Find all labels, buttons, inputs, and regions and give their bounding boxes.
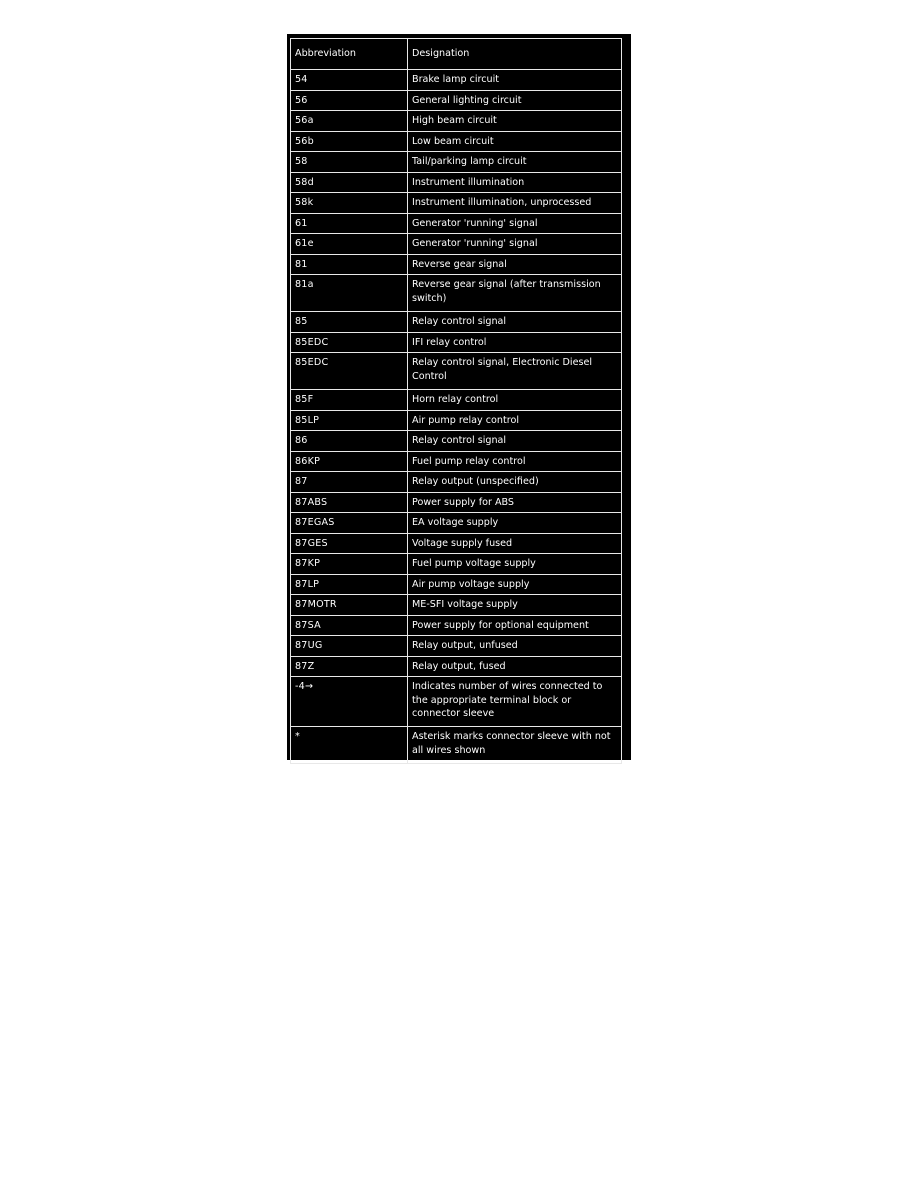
abbreviation-cell: 87Z — [291, 656, 408, 677]
designation-cell: Generator 'running' signal — [408, 213, 622, 234]
abbreviation-cell: 58d — [291, 172, 408, 193]
designation-cell: Relay output, unfused — [408, 636, 622, 657]
designation-cell: Instrument illumination — [408, 172, 622, 193]
abbreviation-cell: 56a — [291, 111, 408, 132]
abbreviation-cell: 86 — [291, 431, 408, 452]
designation-cell: General lighting circuit — [408, 90, 622, 111]
designation-cell: ME-SFI voltage supply — [408, 595, 622, 616]
abbreviation-cell: 81 — [291, 254, 408, 275]
abbreviation-cell: 87 — [291, 472, 408, 493]
table-row — [291, 574, 622, 595]
table-row — [291, 451, 622, 472]
table-row — [291, 152, 622, 173]
designation-cell: Brake lamp circuit — [408, 70, 622, 91]
designation-cell: Asterisk marks connector sleeve with not all wires shown — [408, 727, 622, 764]
designation-cell: Horn relay control — [408, 390, 622, 411]
designation-cell: Indicates number of wires connected to the appropriate terminal block or connector sleeve — [408, 677, 622, 727]
designation-cell: Tail/parking lamp circuit — [408, 152, 622, 173]
table-row — [291, 492, 622, 513]
abbreviation-cell: 54 — [291, 70, 408, 91]
abbreviation-cell: 87KP — [291, 554, 408, 575]
table-row — [291, 533, 622, 554]
table-row — [291, 70, 622, 91]
abbreviation-cell: 85F — [291, 390, 408, 411]
abbreviation-cell: 87EGAS — [291, 513, 408, 534]
table-row — [291, 172, 622, 193]
abbreviation-cell: * — [291, 727, 408, 764]
designation-cell: Low beam circuit — [408, 131, 622, 152]
table-row — [291, 727, 622, 764]
designation-cell: Fuel pump voltage supply — [408, 554, 622, 575]
table-header-row — [291, 39, 622, 70]
abbreviation-cell: 61e — [291, 234, 408, 255]
table-row — [291, 193, 622, 214]
designation-cell: Relay control signal — [408, 312, 622, 333]
abbreviation-cell: 58k — [291, 193, 408, 214]
abbreviation-cell: 58 — [291, 152, 408, 173]
designation-cell: Relay output (unspecified) — [408, 472, 622, 493]
table-row — [291, 275, 622, 312]
abbreviation-cell: 86KP — [291, 451, 408, 472]
table-row — [291, 615, 622, 636]
abbreviation-cell: 87UG — [291, 636, 408, 657]
abbreviation-cell: 87MOTR — [291, 595, 408, 616]
table-row — [291, 312, 622, 333]
table-row — [291, 431, 622, 452]
abbreviation-cell: 87LP — [291, 574, 408, 595]
abbreviation-table — [290, 38, 622, 764]
designation-cell: Power supply for ABS — [408, 492, 622, 513]
table-row — [291, 111, 622, 132]
table-row — [291, 595, 622, 616]
header-abbreviation: Abbreviation — [291, 39, 408, 70]
header-designation: Designation — [408, 39, 622, 70]
table-row — [291, 554, 622, 575]
designation-cell: Fuel pump relay control — [408, 451, 622, 472]
abbreviation-cell: 87GES — [291, 533, 408, 554]
abbreviation-cell: 81a — [291, 275, 408, 312]
abbreviation-cell: 85LP — [291, 410, 408, 431]
abbreviation-cell: 61 — [291, 213, 408, 234]
designation-cell: Air pump voltage supply — [408, 574, 622, 595]
abbreviation-cell: 85EDC — [291, 353, 408, 390]
designation-cell: Generator 'running' signal — [408, 234, 622, 255]
abbreviation-cell: 87ABS — [291, 492, 408, 513]
table-row — [291, 410, 622, 431]
table-row — [291, 90, 622, 111]
table-row — [291, 656, 622, 677]
designation-cell: Relay output, fused — [408, 656, 622, 677]
abbreviation-cell: 85EDC — [291, 332, 408, 353]
table-row — [291, 213, 622, 234]
abbreviation-cell: 87SA — [291, 615, 408, 636]
abbreviation-cell: 56b — [291, 131, 408, 152]
designation-cell: Reverse gear signal (after transmission switch) — [408, 275, 622, 312]
designation-cell: Power supply for optional equipment — [408, 615, 622, 636]
designation-cell: Relay control signal — [408, 431, 622, 452]
abbreviation-cell: 85 — [291, 312, 408, 333]
table-row — [291, 131, 622, 152]
table-row — [291, 234, 622, 255]
table-row — [291, 254, 622, 275]
designation-cell: High beam circuit — [408, 111, 622, 132]
designation-cell: Voltage supply fused — [408, 533, 622, 554]
designation-cell: Instrument illumination, unprocessed — [408, 193, 622, 214]
abbreviation-cell: 56 — [291, 90, 408, 111]
table-row — [291, 636, 622, 657]
table-row — [291, 353, 622, 390]
designation-cell: EA voltage supply — [408, 513, 622, 534]
table-row — [291, 390, 622, 411]
designation-cell: Air pump relay control — [408, 410, 622, 431]
table-row — [291, 677, 622, 727]
abbreviation-cell: -4→ — [291, 677, 408, 727]
table-row — [291, 513, 622, 534]
designation-cell: Reverse gear signal — [408, 254, 622, 275]
abbreviation-table-panel — [287, 34, 631, 760]
table-row — [291, 472, 622, 493]
table-row — [291, 332, 622, 353]
designation-cell: Relay control signal, Electronic Diesel Control — [408, 353, 622, 390]
designation-cell: IFI relay control — [408, 332, 622, 353]
